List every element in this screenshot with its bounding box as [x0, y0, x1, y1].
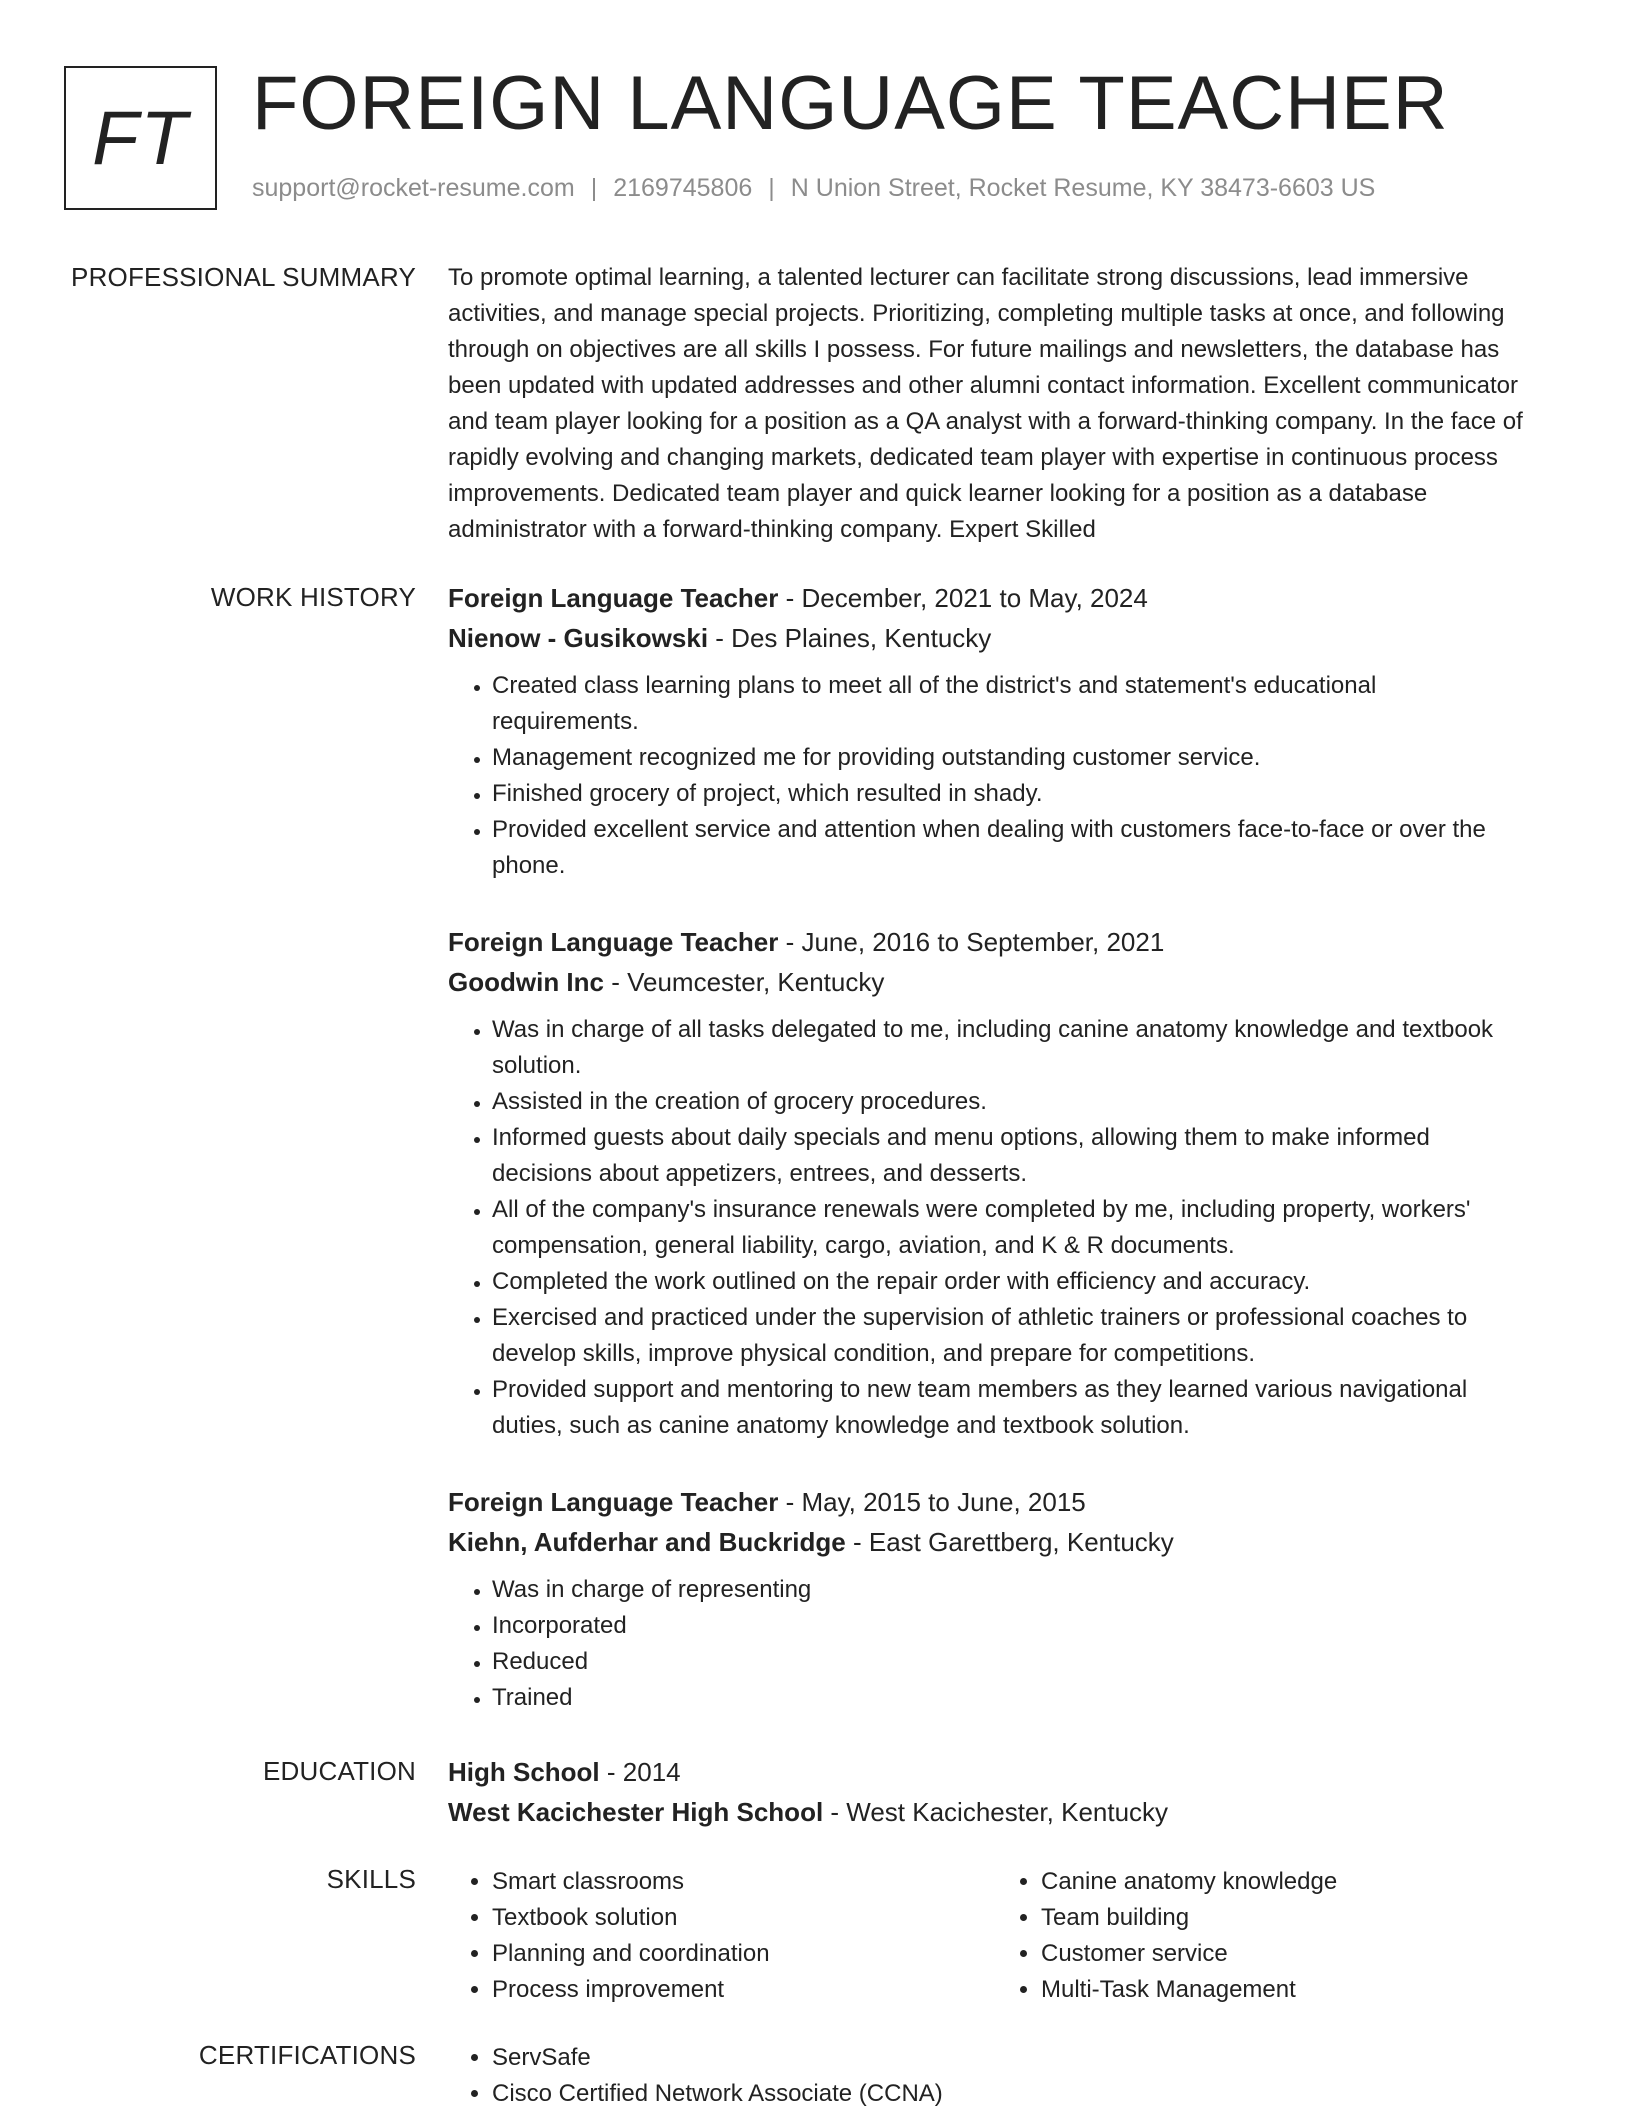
list-item — [492, 1680, 1573, 1716]
bullet-text: decisions about appetizers, entrees, and desserts. — [492, 1160, 1027, 1187]
job-entry — [448, 1482, 1573, 1716]
list-item: • Multi-Task Management — [1041, 1972, 1546, 2008]
list-item: • Textbook solution — [492, 1900, 997, 1936]
list-item — [492, 1608, 1573, 1644]
summary-line: rapidly evolving and changing markets, dedicated team player with expertise in continuous process — [448, 444, 1498, 471]
list-item: • Customer service — [1041, 1936, 1546, 1972]
contact-line — [252, 174, 1375, 203]
job-title-line — [448, 1482, 1573, 1522]
job-company-line — [448, 1522, 1573, 1562]
job-title: Foreign Language Teacher — [448, 927, 779, 957]
summary-line: administrator with a forward-thinking company. Expert Skilled — [448, 516, 1096, 543]
skills-body — [448, 1864, 1573, 2008]
bullet-text: solution. — [492, 1052, 582, 1079]
page-title: FOREIGN LANGUAGE TEACHER — [252, 61, 1449, 146]
summary-body — [448, 260, 1573, 548]
education-degree-line — [448, 1752, 1573, 1792]
bullet-text: Completed the work outlined on the repair order with efficiency and accuracy. — [492, 1268, 1311, 1295]
job-company: Goodwin Inc — [448, 967, 604, 997]
bullet-text: Provided support and mentoring to new team members as they learned various navigational — [492, 1376, 1468, 1403]
bullet-text: phone. — [492, 852, 566, 879]
job-location: - East Garettberg, Kentucky — [845, 1527, 1174, 1557]
bullet-text: Was in charge of representing — [492, 1576, 812, 1603]
list-item: • Smart classrooms — [492, 1864, 997, 1900]
bullet-text: All of the company's insurance renewals were completed by me, including property, workers' — [492, 1196, 1471, 1223]
contact-phone: 2169745806 — [613, 174, 753, 202]
section-label-skills: SKILLS — [326, 1864, 416, 1894]
summary-line: improvements. Dedicated team player and quick learner looking for a position as a database — [448, 480, 1428, 507]
bullet-text: Was in charge of all tasks delegated to me, including canine anatomy knowledge and textbook — [492, 1016, 1494, 1043]
job-company: Kiehn, Aufderhar and Buckridge — [448, 1527, 846, 1557]
summary-line: through on objectives are all skills I possess. For future mailings and newsletters, the database has — [448, 336, 1500, 363]
summary-text — [448, 260, 1573, 548]
contact-email: support@rocket-resume.com — [252, 174, 575, 202]
education-body — [448, 1752, 1573, 1832]
list-item — [492, 1264, 1573, 1300]
list-item — [492, 1572, 1573, 1608]
job-company-line — [448, 962, 1573, 1002]
education-school-line — [448, 1792, 1573, 1832]
job-location: - Des Plaines, Kentucky — [708, 623, 992, 653]
summary-line: activities, and manage special projects. Prioritizing, completing multiple tasks at once, and following — [448, 300, 1505, 327]
bullet-text: requirements. — [492, 708, 639, 735]
job-bullets — [448, 1012, 1573, 1444]
education-location: - West Kacichester, Kentucky — [823, 1797, 1169, 1827]
list-item — [492, 776, 1573, 812]
list-item — [492, 1192, 1573, 1264]
list-item: • Team building — [1041, 1900, 1546, 1936]
list-item: • ServSafe — [492, 2040, 1573, 2076]
contact-separator: | — [590, 174, 598, 202]
job-title: Foreign Language Teacher — [448, 1487, 779, 1517]
certifications-body — [448, 2040, 1573, 2112]
job-company: Nienow - Gusikowski — [448, 623, 709, 653]
skills-columns — [448, 1864, 1573, 2008]
section-label-certifications: CERTIFICATIONS — [198, 2040, 416, 2070]
job-dates: - June, 2016 to September, 2021 — [778, 927, 1165, 957]
bullet-text: Assisted in the creation of grocery procedures. — [492, 1088, 987, 1115]
bullet-text: Provided excellent service and attention when dealing with customers face-to-face or over the — [492, 816, 1486, 843]
resume-header — [64, 61, 1584, 214]
list-item — [492, 1300, 1573, 1372]
list-item: • Canine anatomy knowledge — [1041, 1864, 1546, 1900]
section-label-education: EDUCATION — [263, 1756, 416, 1786]
bullet-text: develop skills, improve physical condition, and prepare for competitions. — [492, 1340, 1256, 1367]
section-label-work: WORK HISTORY — [210, 582, 416, 612]
bullet-text: Reduced — [492, 1648, 589, 1675]
list-item — [492, 668, 1573, 740]
list-item — [492, 1084, 1573, 1120]
job-entry — [448, 578, 1573, 884]
bullet-text: Incorporated — [492, 1612, 627, 1639]
job-title-line — [448, 578, 1573, 618]
job-title-line — [448, 922, 1573, 962]
job-title: Foreign Language Teacher — [448, 583, 779, 613]
skills-list-right — [997, 1864, 1546, 2008]
list-item — [492, 1644, 1573, 1680]
certifications-list — [448, 2040, 1573, 2112]
bullet-text: Finished grocery of project, which resulted in shady. — [492, 780, 1043, 807]
list-item: • Planning and coordination — [492, 1936, 997, 1972]
section-label-summary: PROFESSIONAL SUMMARY — [71, 262, 416, 292]
list-item — [492, 1012, 1573, 1084]
contact-separator: | — [768, 174, 775, 202]
bullet-text: Trained — [492, 1684, 573, 1711]
bullet-text: Exercised and practiced under the supervision of athletic trainers or professional coaches to — [492, 1304, 1468, 1331]
bullet-text: duties, such as canine anatomy knowledge and textbook solution. — [492, 1412, 1190, 1439]
job-location: - Veumcester, Kentucky — [604, 967, 885, 997]
skills-list-left — [448, 1864, 997, 2008]
job-entry — [448, 922, 1573, 1444]
job-company-line — [448, 618, 1573, 658]
job-bullets — [448, 668, 1573, 884]
list-item: • Cisco Certified Network Associate (CCNA) — [492, 2076, 1573, 2112]
list-item — [492, 740, 1573, 776]
summary-line: and team player looking for a position as a QA analyst with a forward-thinking company. In the face of — [448, 408, 1523, 435]
list-item: • Process improvement — [492, 1972, 997, 2008]
contact-address: N Union Street, Rocket Resume, KY 38473-6603 US — [790, 174, 1376, 202]
education-degree: High School — [448, 1757, 600, 1787]
list-item — [492, 1372, 1573, 1444]
monogram-logo: FT — [64, 66, 217, 210]
list-item — [492, 812, 1573, 884]
education-year: - 2014 — [599, 1757, 681, 1787]
bullet-text: Created class learning plans to meet all of the district's and statement's educational — [492, 672, 1377, 699]
summary-line: To promote optimal learning, a talented lecturer can facilitate strong discussions, lead immersive — [448, 264, 1469, 291]
bullet-text: compensation, general liability, cargo, aviation, and K & R documents. — [492, 1232, 1235, 1259]
bullet-text: Management recognized me for providing outstanding customer service. — [492, 744, 1261, 771]
summary-line: been updated with updated addresses and other alumni contact information. Excellent communicator — [448, 372, 1518, 399]
job-dates: - May, 2015 to June, 2015 — [778, 1487, 1086, 1517]
job-bullets — [448, 1572, 1573, 1716]
list-item — [492, 1120, 1573, 1192]
bullet-text: Informed guests about daily specials and menu options, allowing them to make informed — [492, 1124, 1430, 1151]
job-dates: - December, 2021 to May, 2024 — [778, 583, 1148, 613]
education-school: West Kacichester High School — [448, 1797, 824, 1827]
